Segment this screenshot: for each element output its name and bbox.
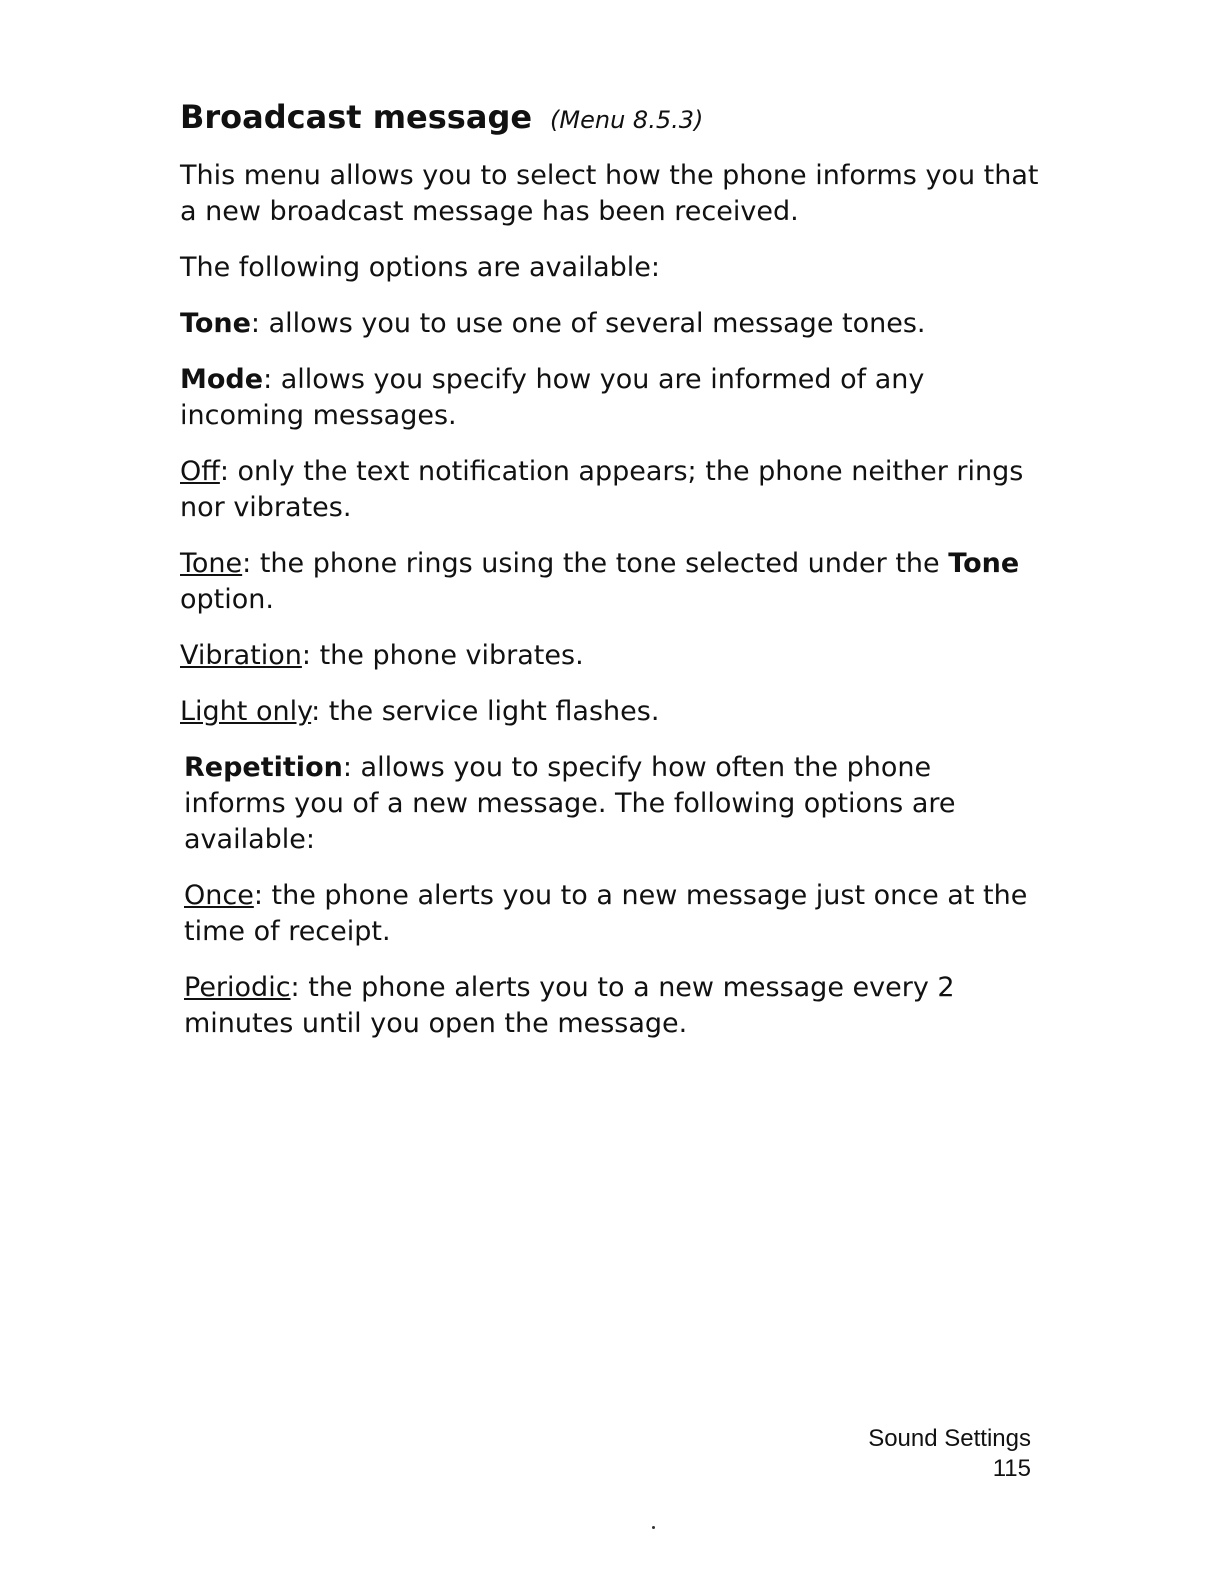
repetition-description: : allows you to specify how often the phone informs you of a new message. The following options are available:: [184, 752, 956, 856]
mode-description: : allows you specify how you are informed of any incoming messages.: [180, 364, 925, 432]
repetition-term: Repetition: [184, 752, 343, 784]
mode-tone-option: [180, 546, 1040, 618]
rep-once-description: : the phone alerts you to a new message just once at the time of receipt.: [184, 880, 1028, 948]
rep-periodic-description: : the phone alerts you to a new message every 2 minutes until you open the message.: [184, 972, 955, 1040]
mode-off-description: : only the text notification appears; the phone neither rings nor vibrates.: [180, 456, 1024, 524]
mode-light-option: [180, 694, 1040, 730]
mode-off-term: Off: [180, 456, 220, 488]
intro-paragraph: This menu allows you to select how the phone informs you that a new broadcast message has been received.: [180, 160, 1039, 228]
mode-vibration-description: : the phone vibrates.: [301, 640, 584, 672]
rep-periodic-term: Periodic: [184, 972, 291, 1004]
tone-term: Tone: [180, 308, 251, 340]
mode-vibration-option: [180, 638, 1040, 674]
mode-tone-description-end: option.: [180, 584, 274, 616]
options-intro: The following options are available:: [180, 252, 661, 284]
scan-artifact-dot: [652, 1526, 655, 1529]
tone-option: [180, 306, 1040, 342]
section-heading: [180, 98, 1040, 136]
mode-light-term: Light only: [180, 696, 312, 728]
mode-tone-description: : the phone rings using the tone selected under the: [242, 548, 949, 580]
mode-off-option: [180, 454, 1040, 526]
footer-page-number: 115: [992, 1455, 1031, 1482]
mode-term: Mode: [180, 364, 264, 396]
mode-vibration-term: Vibration: [180, 640, 302, 672]
footer-section-name: Sound Settings: [868, 1425, 1031, 1452]
mode-tone-term: Tone: [180, 548, 243, 580]
heading-title: Broadcast message: [180, 98, 533, 136]
mode-tone-ref: Tone: [948, 548, 1020, 580]
mode-light-description: : the service light flashes.: [311, 696, 660, 728]
tone-description: : allows you to use one of several message tones.: [250, 308, 926, 340]
rep-once-option: [180, 878, 1040, 950]
mode-option: [180, 362, 1040, 434]
menu-reference: (Menu 8.5.3): [550, 106, 704, 134]
rep-periodic-option: [180, 970, 1040, 1042]
page-footer: [868, 1424, 1031, 1484]
repetition-option: [180, 750, 1040, 858]
page-content: [180, 98, 1040, 1062]
rep-once-term: Once: [184, 880, 254, 912]
